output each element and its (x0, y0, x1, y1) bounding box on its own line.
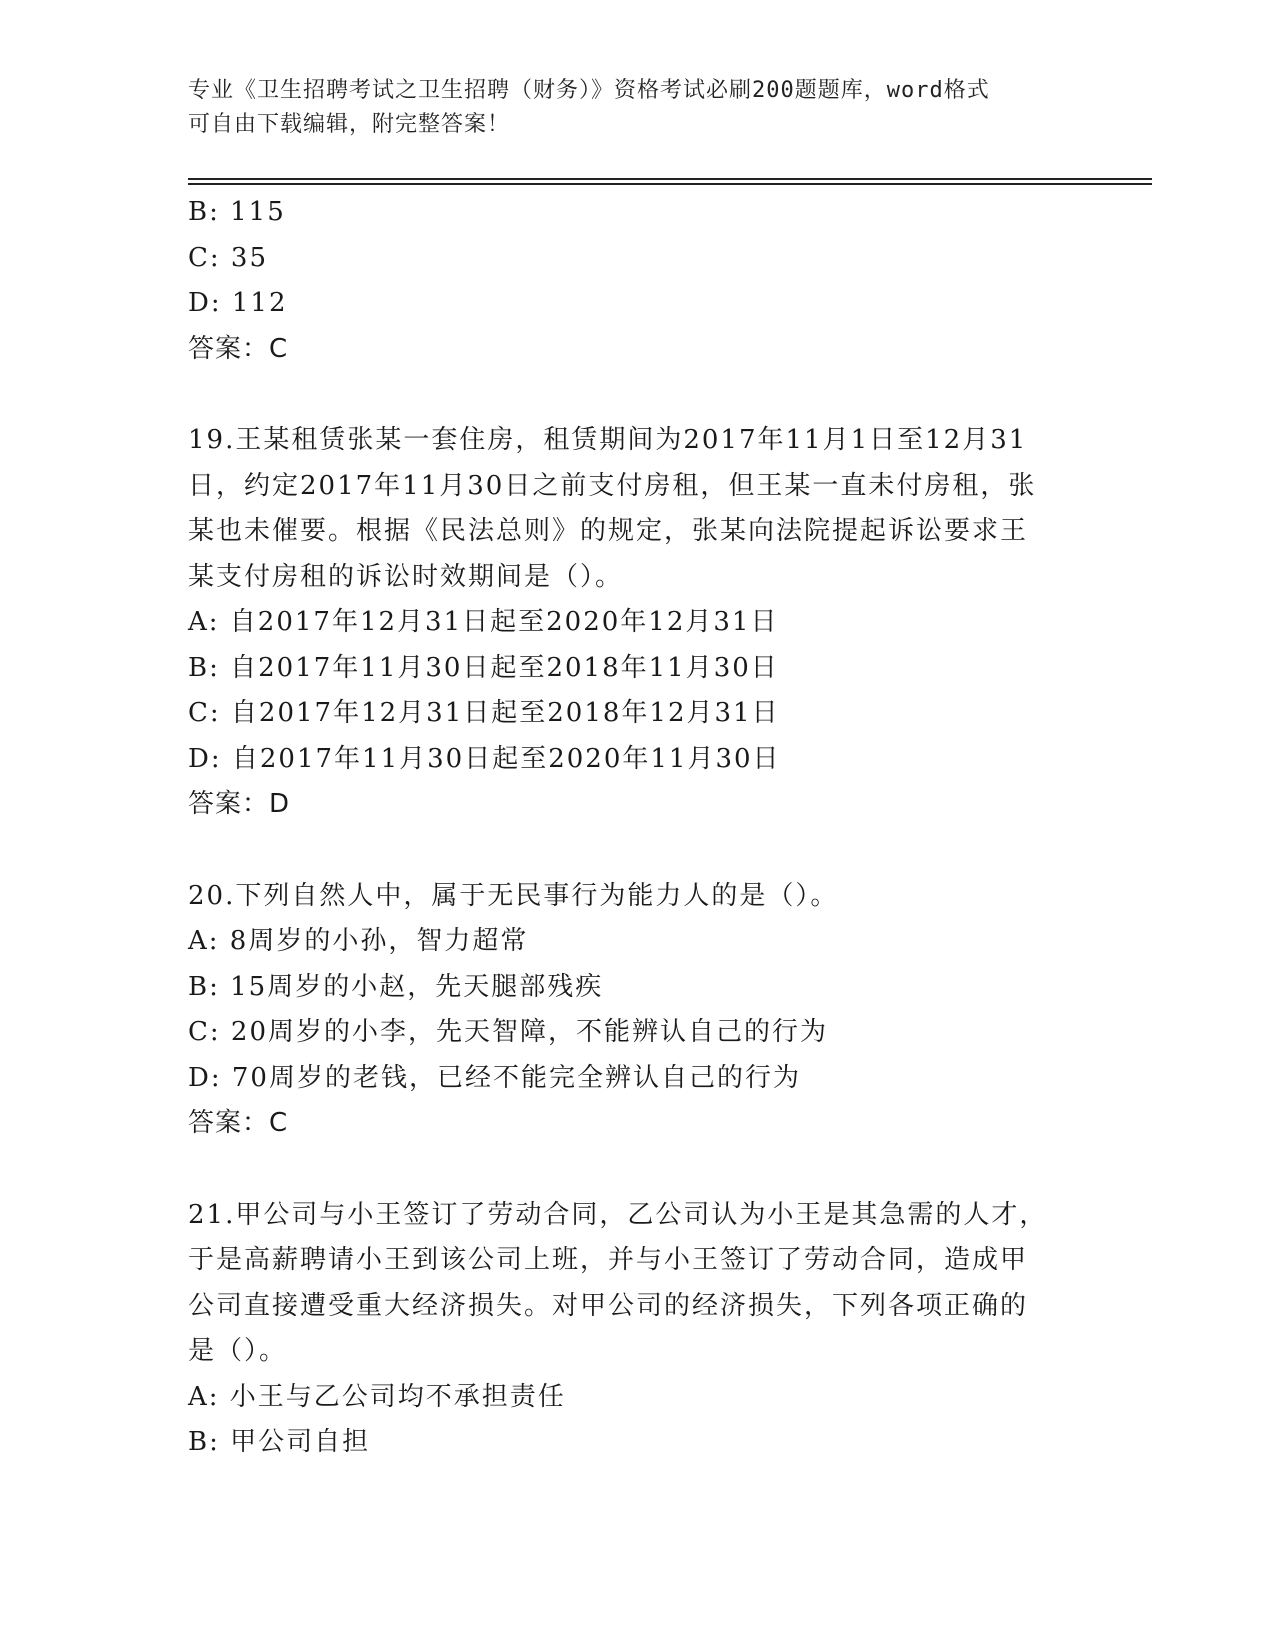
document-body (188, 190, 1088, 1466)
question-20 (188, 874, 1088, 1147)
option-b: B: 自2017年11月30日起至2018年11月30日 (188, 652, 779, 683)
prev-question-tail (188, 190, 1088, 372)
question-stem-line: 于是高薪聘请小王到该公司上班，并与小王签订了劳动合同，造成甲 (188, 1245, 1029, 1275)
option-c: C: 20周岁的小李，先天智障，不能辨认自己的行为 (188, 1017, 829, 1047)
header-line-1: 专业《卫生招聘考试之卫生招聘（财务）》资格考试必刷200题题库，word格式 (188, 78, 990, 103)
option-b: B: 15周岁的小赵，先天腿部残疾 (188, 971, 604, 1002)
question-stem-line: 日，约定2017年11月30日之前支付房租，但王某一直未付房租，张 (188, 470, 1037, 501)
option-c: C: 35 (188, 242, 269, 273)
header-rule-bottom (188, 183, 1152, 185)
document-header (188, 74, 1068, 142)
question-21 (188, 1193, 1088, 1466)
option-b: B: 甲公司自担 (188, 1427, 371, 1457)
option-d: D: 70周岁的老钱，已经不能完全辨认自己的行为 (188, 1062, 801, 1093)
option-d: D: 自2017年11月30日起至2020年11月30日 (188, 743, 781, 774)
option-b: B: 115 (188, 197, 286, 227)
header-line-2: 可自由下载编辑，附完整答案！ (188, 112, 511, 137)
option-a: A: 自2017年12月31日起至2020年12月31日 (188, 607, 779, 637)
option-a: A: 小王与乙公司均不承担责任 (188, 1381, 566, 1412)
question-stem-line: 20.下列自然人中，属于无民事行为能力人的是（）。 (188, 880, 839, 911)
question-stem-line: 21.甲公司与小王签订了劳动合同，乙公司认为小王是其急需的人才， (188, 1199, 1048, 1230)
option-a: A: 8周岁的小孙，智力超常 (188, 926, 529, 956)
question-stem-line: 19.王某租赁张某一套住房，租赁期间为2017年11月1日至12月31 (188, 425, 1028, 455)
answer-line: 答案：D (188, 789, 291, 819)
spacer (188, 828, 1088, 874)
answer-line: 答案：C (188, 333, 289, 364)
question-stem-line: 某也未催要。根据《民法总则》的规定，张某向法院提起诉讼要求王 (188, 516, 1029, 546)
answer-line: 答案：C (188, 1108, 289, 1138)
question-stem-line: 公司直接遭受重大经济损失。对甲公司的经济损失，下列各项正确的 (188, 1290, 1029, 1321)
question-19 (188, 418, 1088, 828)
option-c: C: 自2017年12月31日起至2018年12月31日 (188, 698, 780, 728)
option-d: D: 112 (188, 288, 288, 318)
question-stem-line: 是（）。 (188, 1336, 288, 1366)
spacer (188, 372, 1088, 418)
header-rule-top (188, 178, 1152, 180)
spacer (188, 1147, 1088, 1193)
question-stem-line: 某支付房租的诉讼时效期间是（）。 (188, 561, 624, 592)
